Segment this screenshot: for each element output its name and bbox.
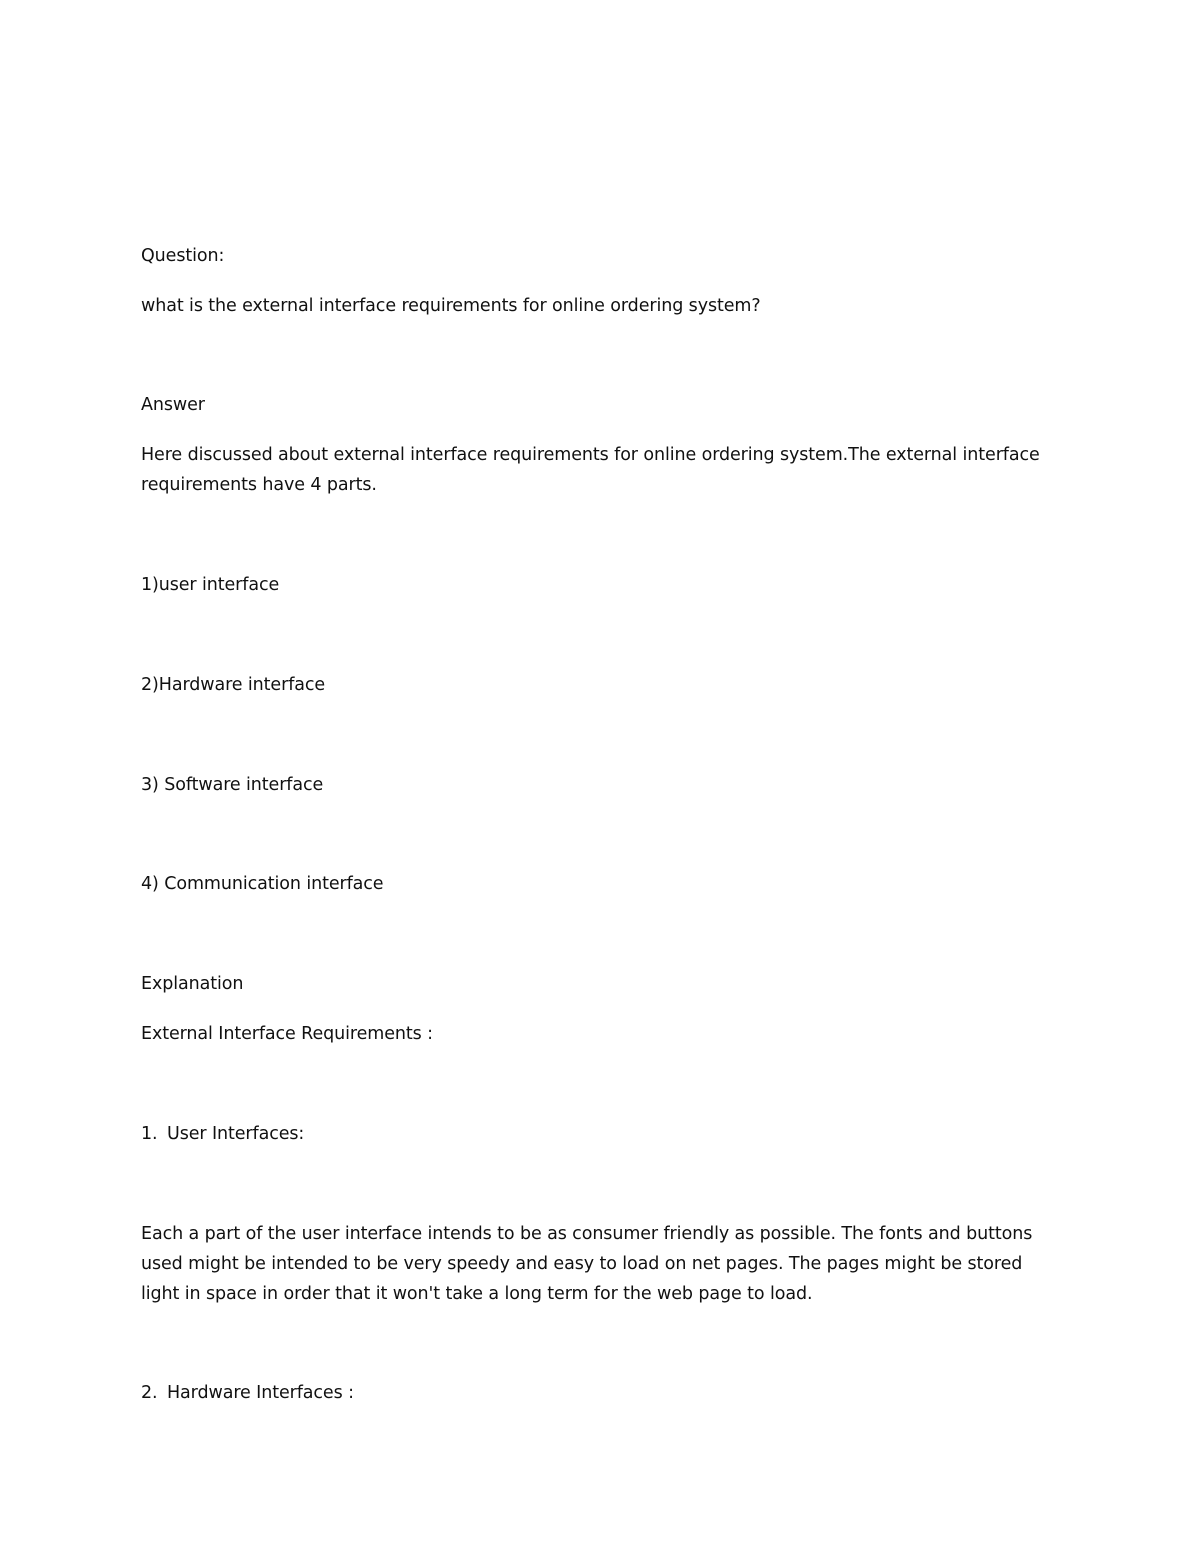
answer-intro: Here discussed about external interface requirements for online ordering system.The external interface requirements have 4 parts. xyxy=(141,445,1040,495)
question-label: Question: xyxy=(141,246,225,266)
explanation-heading: External Interface Requirements : xyxy=(141,1024,433,1044)
section-number: 2. xyxy=(141,1383,158,1403)
answer-label: Answer xyxy=(141,395,205,415)
section-title: Hardware Interfaces : xyxy=(167,1383,354,1403)
question-text: what is the external interface requirements for online ordering system? xyxy=(141,296,761,316)
section-number: 1. xyxy=(141,1124,158,1144)
part-item: 1)user interface xyxy=(141,575,280,595)
part-item: 2)Hardware interface xyxy=(141,675,326,695)
section-title: User Interfaces: xyxy=(167,1124,305,1144)
part-item: 3) Software interface xyxy=(141,775,324,795)
explanation-label: Explanation xyxy=(141,974,244,994)
part-item: 4) Communication interface xyxy=(141,874,384,894)
section-heading-hardware-interfaces xyxy=(141,1378,354,1408)
section-body-user-interfaces: Each a part of the user interface intends to be as consumer friendly as possible. The fonts and buttons used might be intended to be very speedy and easy to load on net pages. The pages might be stored light in space in order that it won't take a long term for the web page to load. xyxy=(141,1224,1033,1304)
section-heading-user-interfaces xyxy=(141,1119,304,1149)
